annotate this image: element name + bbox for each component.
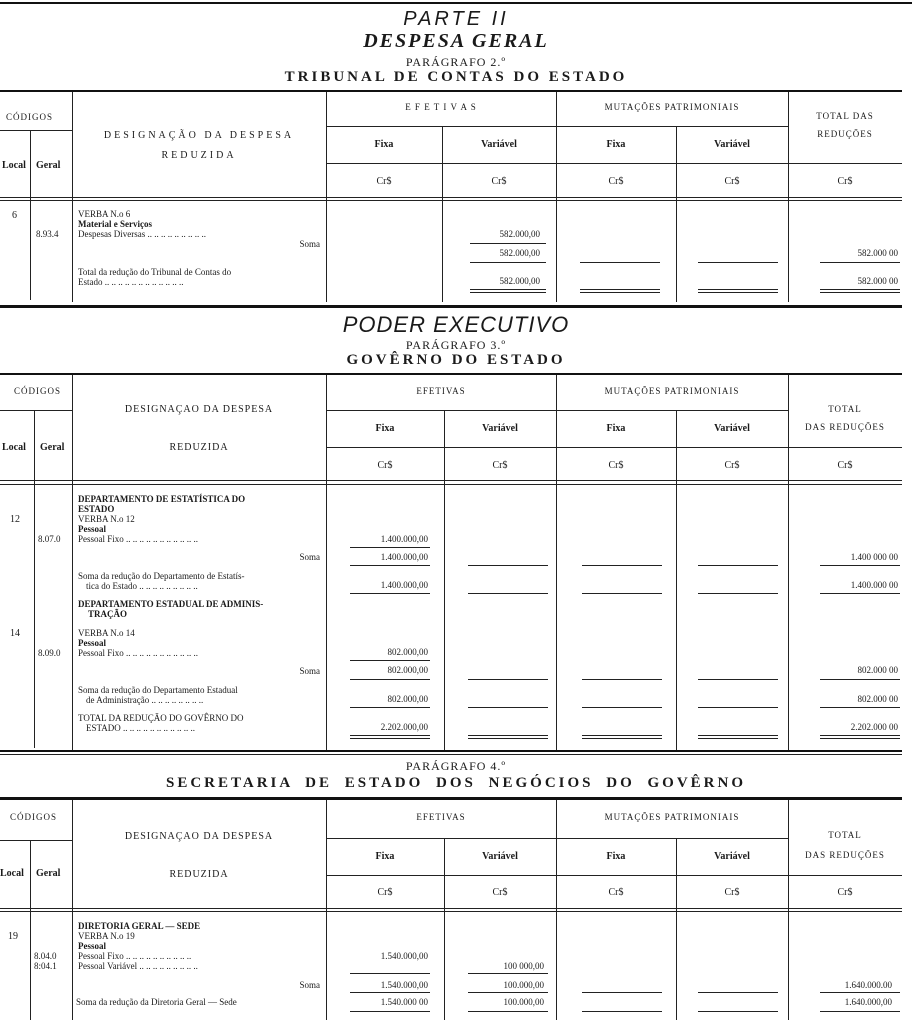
local-code: 6 xyxy=(12,210,17,221)
fixa-header: Fixa xyxy=(375,423,395,434)
col-divider xyxy=(72,92,73,302)
reduction-label: Soma da redução da Diretoria Geral — Sede xyxy=(76,997,237,1007)
section-rule-2 xyxy=(0,754,902,755)
designacao-header: DESIGNAÇAO DA DESPESA xyxy=(124,831,274,842)
reduction-total: 802.000 00 xyxy=(857,694,898,704)
local-header: Local xyxy=(2,442,26,453)
sum-rule xyxy=(820,289,900,290)
item-value: 582.000,00 xyxy=(499,229,540,239)
currency-label: Cr$ xyxy=(377,460,393,471)
sum-rule xyxy=(468,679,548,680)
fixa-header: Fixa xyxy=(606,423,626,434)
sum-rule xyxy=(820,679,900,680)
sum-rule xyxy=(820,292,900,293)
sum-rule xyxy=(350,992,430,993)
sum-rule xyxy=(820,735,900,736)
sum-rule xyxy=(470,289,546,290)
item-label: Pessoal Fixo .. .. .. .. .. .. .. .. .. .. .. xyxy=(78,648,199,658)
sum-rule xyxy=(350,735,430,736)
paragraph-label: PARÁGRAFO 3.º xyxy=(405,338,507,352)
reduction-total: 1.640.000,00 xyxy=(844,997,892,1007)
cell-rule xyxy=(0,840,72,841)
item-value: 1.540.000,00 xyxy=(380,951,428,961)
soma-value: 802.000,00 xyxy=(387,665,428,675)
col-divider xyxy=(30,130,31,300)
sum-rule xyxy=(468,707,548,708)
sum-rule xyxy=(582,565,662,566)
sum-rule xyxy=(350,565,430,566)
item-label: Pessoal Variável .. .. .. .. .. .. .. .. .. xyxy=(78,961,198,971)
header-bottom-rule-2 xyxy=(0,200,902,201)
sum-rule xyxy=(582,679,662,680)
cell-rule xyxy=(326,163,902,164)
sum-rule xyxy=(698,735,778,736)
cell-rule xyxy=(326,410,788,411)
geral-code: 8.07.0 xyxy=(38,534,61,544)
sum-rule xyxy=(468,973,548,974)
sum-rule xyxy=(580,289,660,290)
grand-total-total: 2.202.000 00 xyxy=(850,722,898,732)
cell-rule xyxy=(326,838,788,839)
designacao-header: DESIGNAÇAO DA DESPESA xyxy=(124,404,274,415)
section-subtitle: TRIBUNAL DE CONTAS DO ESTADO xyxy=(284,69,628,85)
sum-rule xyxy=(698,707,778,708)
section-subtitle: GOVÊRNO DO ESTADO xyxy=(346,352,566,368)
sum-rule xyxy=(580,262,660,263)
soma-label: Soma xyxy=(299,666,320,676)
sum-rule xyxy=(468,565,548,566)
mutacoes-header: MUTAÇÕES PATRIMONIAIS xyxy=(604,812,740,822)
verba-label: VERBA N.o 19 xyxy=(78,931,135,941)
soma-label: Soma xyxy=(299,239,320,249)
fixa-header: Fixa xyxy=(606,851,626,862)
sum-rule xyxy=(582,992,662,993)
item-value: 1.400.000,00 xyxy=(380,534,428,544)
sum-rule xyxy=(468,593,548,594)
sum-rule xyxy=(468,738,548,739)
sum-rule xyxy=(350,1011,430,1012)
soma-value: 1.400.000,00 xyxy=(380,552,428,562)
dept-name: DIRETORIA GERAL — SEDE xyxy=(78,921,201,931)
col-divider xyxy=(30,840,31,1020)
sum-rule xyxy=(820,1011,900,1012)
local-code: 14 xyxy=(10,628,20,639)
sum-rule xyxy=(698,593,778,594)
col-divider xyxy=(34,410,35,748)
geral-header: Geral xyxy=(36,160,61,171)
group-label: Pessoal xyxy=(78,638,106,648)
col-divider xyxy=(444,838,445,1020)
item-value: 802.000,00 xyxy=(387,647,428,657)
total-header: TOTAL xyxy=(828,830,862,840)
sum-rule xyxy=(350,547,430,548)
sum-rule xyxy=(350,738,430,739)
currency-label: Cr$ xyxy=(724,460,740,471)
currency-label: Cr$ xyxy=(837,460,853,471)
table-top-rule xyxy=(0,373,902,375)
geral-header: Geral xyxy=(40,442,65,453)
fixa-header: Fixa xyxy=(374,139,394,150)
reduction-label: Soma da redução do Departamento Estadual xyxy=(78,685,238,695)
fixa-header: Fixa xyxy=(606,139,626,150)
currency-label: Cr$ xyxy=(724,176,740,187)
currency-label: Cr$ xyxy=(492,887,508,898)
reduction-label-cont: tica do Estado .. .. .. .. .. .. .. .. .. xyxy=(86,581,198,591)
soma-label: Soma xyxy=(299,980,320,990)
header-bottom-rule xyxy=(0,908,902,909)
header-bottom-rule-2 xyxy=(0,484,902,485)
currency-label: Cr$ xyxy=(377,887,393,898)
section-title: PODER EXECUTIVO xyxy=(342,312,570,337)
col-divider xyxy=(676,838,677,1020)
col-divider xyxy=(326,92,327,302)
sum-rule xyxy=(582,735,662,736)
item-label: Pessoal Fixo .. .. .. .. .. .. .. .. .. .. .. xyxy=(78,534,199,544)
reduction-label-cont: de Administração .. .. .. .. .. .. .. .. xyxy=(86,695,204,705)
reduction-value: 802.000,00 xyxy=(387,694,428,704)
item-value: 100 000,00 xyxy=(503,961,544,971)
cell-rule xyxy=(0,410,72,411)
paragraph-label: PARÁGRAFO 4.º xyxy=(405,759,507,773)
col-divider xyxy=(326,800,327,1020)
dept-name: DEPARTAMENTO ESTADUAL DE ADMINIS- xyxy=(78,599,264,609)
sum-rule xyxy=(698,738,778,739)
cell-rule xyxy=(0,130,72,131)
section-rule xyxy=(0,305,902,308)
reduction-total: 1.400.000 00 xyxy=(850,580,898,590)
sum-rule xyxy=(698,289,778,290)
sum-rule xyxy=(698,262,778,263)
reduzida-header: REDUZIDA xyxy=(169,869,229,880)
total-header: TOTAL DAS xyxy=(816,111,874,121)
mutacoes-header: MUTAÇÕES PATRIMONIAIS xyxy=(604,102,740,112)
sum-rule xyxy=(582,593,662,594)
group-label: Pessoal xyxy=(78,941,106,951)
total-total: 582.000 00 xyxy=(857,276,898,286)
sum-rule xyxy=(582,1011,662,1012)
page-title: DESPESA GERAL xyxy=(363,30,549,52)
soma-total: 802.000 00 xyxy=(857,665,898,675)
grand-total-label-cont: ESTADO .. .. .. .. .. .. .. .. .. .. .. xyxy=(86,723,196,733)
mutacoes-header: MUTAÇÕES PATRIMONIAIS xyxy=(604,386,740,396)
sum-rule xyxy=(820,707,900,708)
verba-label: VERBA N.o 14 xyxy=(78,628,135,638)
geral-code: 8:04.1 xyxy=(34,961,57,971)
verba-label: VERBA N.o 6 xyxy=(78,209,131,219)
sum-rule xyxy=(350,660,430,661)
currency-label: Cr$ xyxy=(608,176,624,187)
total-label: Total da redução do Tribunal de Contas do xyxy=(78,267,232,277)
sum-rule xyxy=(698,679,778,680)
sum-rule xyxy=(582,707,662,708)
codigos-header: CÓDIGOS xyxy=(6,112,54,122)
reduction-value: 100.000,00 xyxy=(503,997,544,1007)
soma-total: 582.000 00 xyxy=(857,248,898,258)
total-header: TOTAL xyxy=(828,404,862,414)
local-code: 19 xyxy=(8,931,18,942)
col-divider xyxy=(676,126,677,302)
header-bottom-rule-2 xyxy=(0,911,902,912)
variavel-header: Variável xyxy=(714,851,750,862)
group-label: Pessoal xyxy=(78,524,106,534)
header-bottom-rule xyxy=(0,197,902,198)
currency-label: Cr$ xyxy=(837,176,853,187)
sum-rule xyxy=(350,707,430,708)
table-top-rule xyxy=(0,797,902,800)
geral-code: 8.93.4 xyxy=(36,229,59,239)
table-top-rule xyxy=(0,90,902,92)
grand-total-value: 2.202.000,00 xyxy=(380,722,428,732)
sum-rule xyxy=(698,292,778,293)
col-divider xyxy=(788,92,789,302)
paragraph-label: PARÁGRAFO 2.º xyxy=(405,55,507,69)
cell-rule xyxy=(326,126,788,127)
reduction-value: 1.540.000 00 xyxy=(380,997,428,1007)
currency-label: Cr$ xyxy=(608,887,624,898)
sum-rule xyxy=(468,735,548,736)
efetivas-header: E F E T I V A S xyxy=(405,102,477,112)
sum-rule xyxy=(698,565,778,566)
reduction-label: Soma da redução do Departamento de Estatís- xyxy=(78,571,245,581)
sum-rule xyxy=(350,593,430,594)
dept-name: DEPARTAMENTO DE ESTATÍSTICA DO xyxy=(78,494,246,504)
reducoes-header: REDUÇÕES xyxy=(817,129,873,139)
variavel-header: Variável xyxy=(482,851,518,862)
currency-label: Cr$ xyxy=(608,460,624,471)
currency-label: Cr$ xyxy=(492,460,508,471)
section-subtitle: SECRETARIA DE ESTADO DOS NEGÓCIOS DO GOVÊRNO xyxy=(165,775,747,791)
sum-rule xyxy=(468,1011,548,1012)
col-divider xyxy=(556,800,557,1020)
codigos-header: CÓDIGOS xyxy=(10,812,58,822)
reduction-value: 1.400.000,00 xyxy=(380,580,428,590)
sum-rule xyxy=(350,973,430,974)
codigos-header: CÓDIGOS xyxy=(14,386,62,396)
sum-rule xyxy=(580,292,660,293)
part-title: PARTE II xyxy=(403,8,509,30)
sum-rule xyxy=(820,593,900,594)
dept-name-cont: ESTADO xyxy=(78,504,115,514)
geral-code: 8.04.0 xyxy=(34,951,57,961)
currency-label: Cr$ xyxy=(837,887,853,898)
verba-label: VERBA N.o 12 xyxy=(78,514,135,524)
item-label: Pessoal Fixo .. .. .. .. .. .. .. .. .. .. xyxy=(78,951,192,961)
col-divider xyxy=(556,92,557,302)
soma-value: 582.000,00 xyxy=(499,248,540,258)
currency-label: Cr$ xyxy=(376,176,392,187)
soma-total: 1.640.000.00 xyxy=(844,980,892,990)
group-label: Material e Serviços xyxy=(78,219,152,229)
col-divider xyxy=(72,375,73,750)
total-label-cont: Estado .. .. .. .. .. .. .. .. .. .. .. .. xyxy=(78,277,184,287)
sum-rule xyxy=(470,292,546,293)
sum-rule xyxy=(470,243,546,244)
total-value: 582.000,00 xyxy=(499,276,540,286)
reduzida-header: REDUZIDA xyxy=(169,442,229,453)
efetivas-header: EFETIVAS xyxy=(416,386,466,396)
sum-rule xyxy=(820,992,900,993)
soma-value: 1.540.000,00 xyxy=(380,980,428,990)
dept-name-cont: TRAÇÃO xyxy=(88,609,128,619)
sum-rule xyxy=(468,992,548,993)
currency-label: Cr$ xyxy=(491,176,507,187)
sum-rule xyxy=(698,1011,778,1012)
sum-rule xyxy=(820,565,900,566)
top-rule xyxy=(0,2,912,4)
efetivas-header: EFETIVAS xyxy=(416,812,466,822)
soma-value: 100.000,00 xyxy=(503,980,544,990)
grand-total-label: TOTAL DA REDUÇÃO DO GOVÊRNO DO xyxy=(78,713,244,723)
local-code: 12 xyxy=(10,514,20,525)
cell-rule xyxy=(326,447,902,448)
section-rule xyxy=(0,750,902,752)
sum-rule xyxy=(820,262,900,263)
reducoes-header: DAS REDUÇÕES xyxy=(805,850,885,860)
local-header: Local xyxy=(0,868,24,879)
sum-rule xyxy=(582,738,662,739)
item-label: Despesas Diversas .. .. .. .. .. .. .. .. .. xyxy=(78,229,206,239)
designacao-header: DESIGNAÇÃO DA DESPESA xyxy=(103,130,295,141)
soma-label: Soma xyxy=(299,552,320,562)
reducoes-header: DAS REDUÇÕES xyxy=(805,422,885,432)
variavel-header: Variável xyxy=(481,139,517,150)
variavel-header: Variável xyxy=(482,423,518,434)
fixa-header: Fixa xyxy=(375,851,395,862)
geral-header: Geral xyxy=(36,868,61,879)
cell-rule xyxy=(326,875,902,876)
variavel-header: Variável xyxy=(714,139,750,150)
soma-total: 1.400 000 00 xyxy=(850,552,898,562)
sum-rule xyxy=(820,738,900,739)
geral-code: 8.09.0 xyxy=(38,648,61,658)
header-bottom-rule xyxy=(0,480,902,481)
variavel-header: Variável xyxy=(714,423,750,434)
local-header: Local xyxy=(2,160,26,171)
currency-label: Cr$ xyxy=(724,887,740,898)
sum-rule xyxy=(698,992,778,993)
reduzida-header: REDUZIDA xyxy=(161,150,237,161)
sum-rule xyxy=(470,262,546,263)
sum-rule xyxy=(350,679,430,680)
